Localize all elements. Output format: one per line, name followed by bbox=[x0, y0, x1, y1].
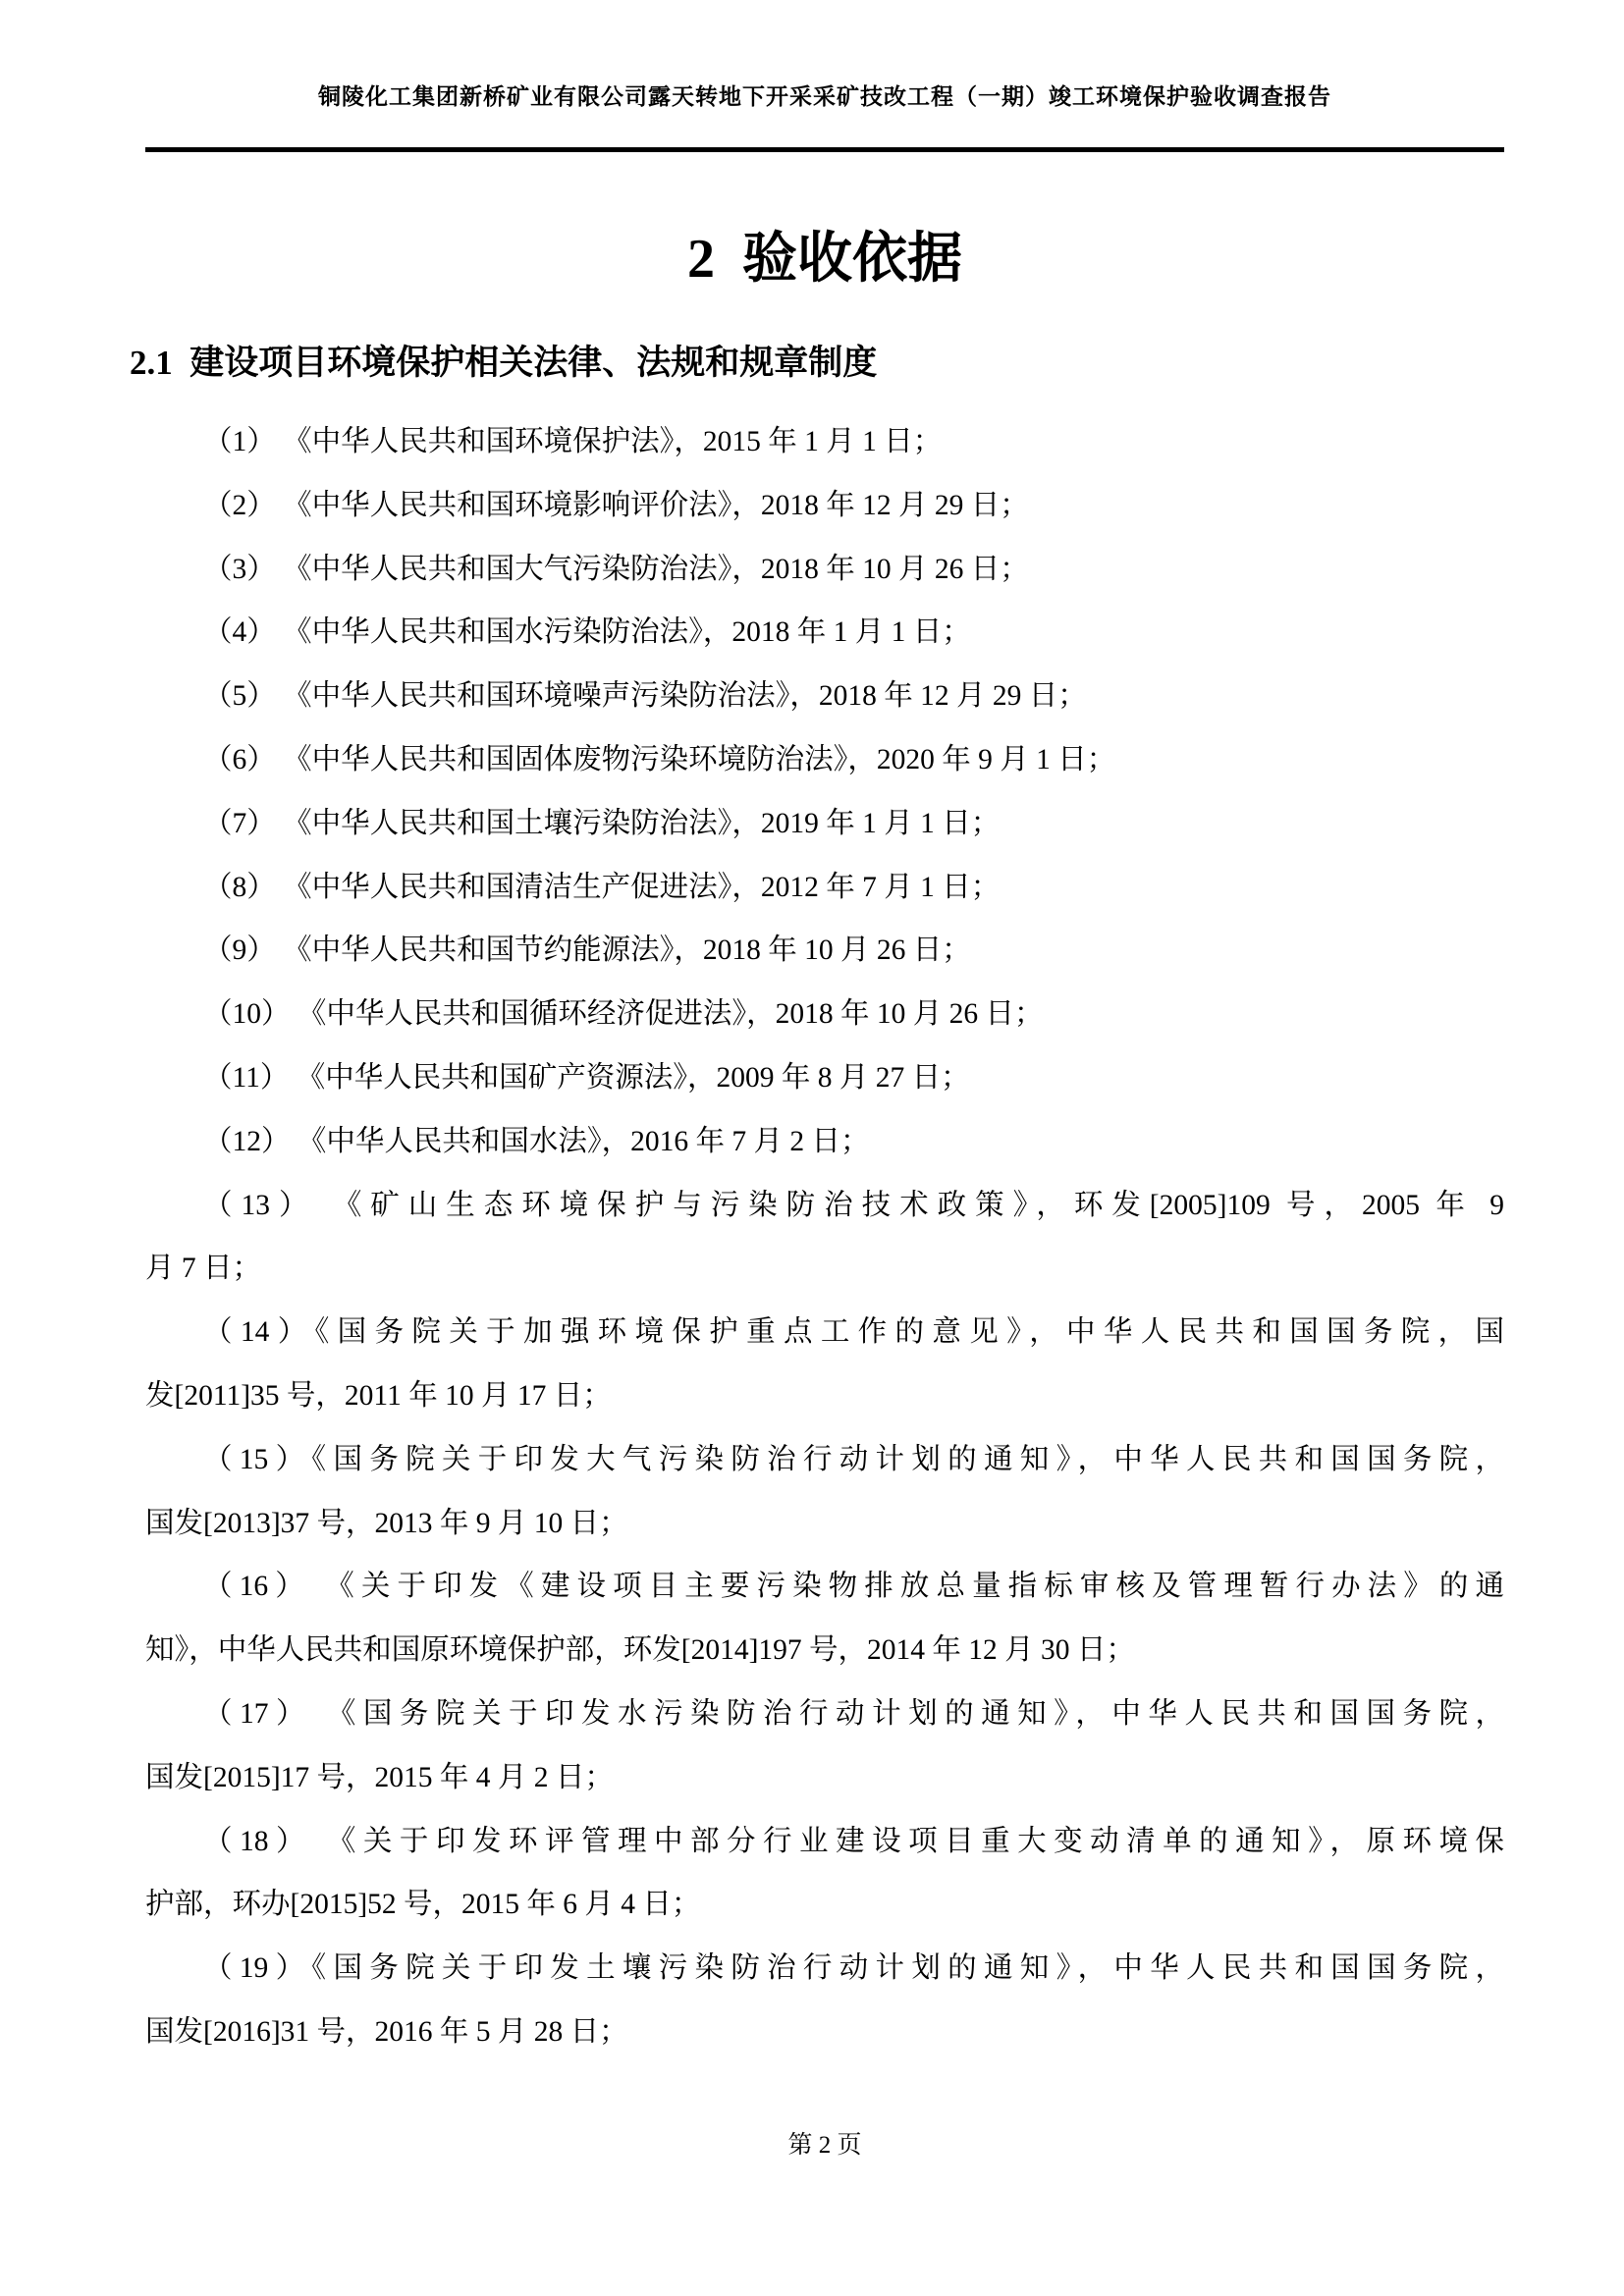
page-number: 第 2 页 bbox=[787, 2132, 862, 2159]
legal-item-line: （19）《国务院关于印发土壤污染防治行动计划的通知》，中华人民共和国国务院， bbox=[203, 1952, 1504, 1985]
legal-item-line: （2） 《中华人民共和国环境影响评价法》，2018 年 12 月 29 日； bbox=[203, 489, 1029, 521]
legal-item-line: （15）《国务院关于印发大气污染防治行动计划的通知》，中华人民共和国国务院， bbox=[203, 1443, 1504, 1475]
legal-item-line: 国发[2013]37 号，2013 年 9 月 10 日； bbox=[145, 1507, 628, 1539]
legal-items-list bbox=[145, 410, 1504, 2064]
legal-item-line: 发[2011]35 号，2011 年 10 月 17 日； bbox=[145, 1379, 612, 1412]
section-heading: 2.1 建设项目环境保护相关法律、法规和规章制度 bbox=[130, 344, 878, 382]
legal-item-line: （9） 《中华人民共和国节约能源法》，2018 年 10 月 26 日； bbox=[203, 934, 971, 967]
legal-item-line: （18） 《关于印发环评管理中部分行业建设项目重大变动清单的通知》，原环境保 bbox=[203, 1825, 1504, 1857]
legal-item-line: 月 7 日； bbox=[145, 1253, 262, 1285]
header-divider-rule bbox=[145, 147, 1504, 152]
legal-item-line: （7） 《中华人民共和国土壤污染防治法》，2019 年 1 月 1 日； bbox=[203, 807, 1001, 839]
legal-item-line: （10） 《中华人民共和国循环经济促进法》，2018 年 10 月 26 日； bbox=[203, 998, 1044, 1031]
legal-item-line: （11） 《中华人民共和国矿产资源法》，2009 年 8 月 27 日； bbox=[203, 1061, 970, 1094]
legal-item-line: （6） 《中华人民共和国固体废物污染环境防治法》，2020 年 9 月 1 日； bbox=[203, 743, 1116, 775]
legal-item-line: （8） 《中华人民共和国清洁生产促进法》，2012 年 7 月 1 日； bbox=[203, 871, 1001, 903]
legal-item-line: 国发[2016]31 号，2016 年 5 月 28 日； bbox=[145, 2015, 628, 2048]
legal-item-line: （4） 《中华人民共和国水污染防治法》，2018 年 1 月 1 日； bbox=[203, 616, 971, 649]
legal-item-line: （3） 《中华人民共和国大气污染防治法》，2018 年 10 月 26 日； bbox=[203, 553, 1029, 585]
legal-item-line: （14）《国务院关于加强环境保护重点工作的意见》，中华人民共和国国务院，国 bbox=[203, 1316, 1504, 1349]
legal-item-line: （1） 《中华人民共和国环境保护法》，2015 年 1 月 1 日； bbox=[203, 426, 943, 457]
legal-item-line: 知》，中华人民共和国原环境保护部，环发[2014]197 号，2014 年 12 月 30 日； bbox=[145, 1634, 1135, 1667]
page-title: 2 验收依据 bbox=[687, 229, 962, 290]
legal-item-line: （16） 《关于印发《建设项目主要污染物排放总量指标审核及管理暂行办法》的通 bbox=[203, 1571, 1504, 1603]
legal-item-line: （17） 《国务院关于印发水污染防治行动计划的通知》，中华人民共和国国务院， bbox=[203, 1697, 1504, 1730]
legal-item-line: （13） 《矿山生态环境保护与污染防治技术政策》，环发[2005]109 号，2005 年 9 bbox=[203, 1189, 1504, 1221]
legal-item-line: 护部，环办[2015]52 号，2015 年 6 月 4 日； bbox=[145, 1889, 701, 1921]
legal-item-line: （12） 《中华人民共和国水法》，2016 年 7 月 2 日； bbox=[203, 1125, 870, 1157]
document-header: 铜陵化工集团新桥矿业有限公司露天转地下开采采矿技改工程（一期）竣工环境保护验收调查报告 bbox=[318, 84, 1331, 109]
legal-item-line: 国发[2015]17 号，2015 年 4 月 2 日； bbox=[145, 1761, 614, 1793]
legal-item-line: （5） 《中华人民共和国环境噪声污染防治法》，2018 年 12 月 29 日； bbox=[203, 680, 1087, 713]
